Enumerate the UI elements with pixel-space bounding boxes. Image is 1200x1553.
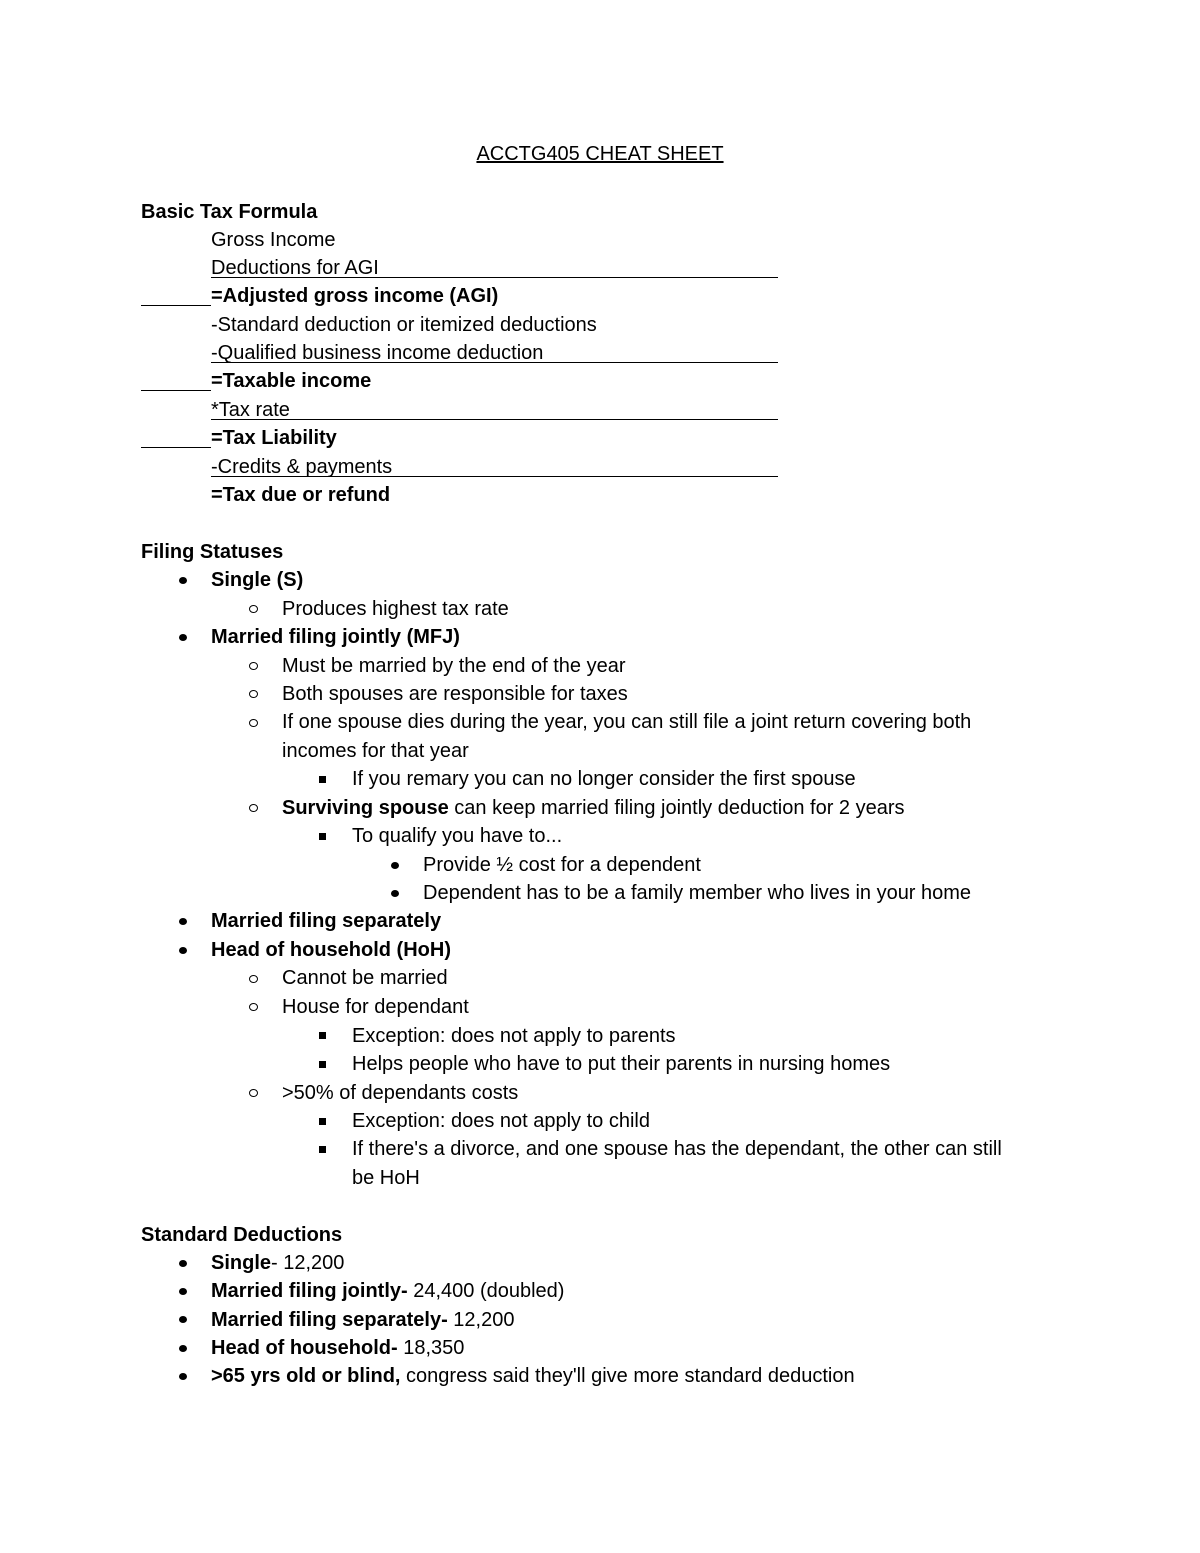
bullet-dot-icon	[179, 1316, 187, 1323]
filing-hoh-3-2-cont: be HoH	[352, 1167, 420, 1189]
bullet-dot-icon	[179, 1345, 187, 1352]
filing-hoh: Head of household (HoH)	[211, 939, 451, 961]
section-heading-formula: Basic Tax Formula	[141, 201, 318, 223]
bullet-square-icon	[319, 1061, 326, 1068]
filing-mfj: Married filing jointly (MFJ)	[211, 626, 460, 648]
bullet-dot-icon	[179, 918, 187, 925]
filing-mfs: Married filing separately	[211, 910, 442, 932]
bullet-square-icon	[319, 776, 326, 783]
standard-hoh-label: Head of household-	[211, 1337, 398, 1359]
bullet-circle-icon	[249, 1089, 258, 1097]
bullet-square-icon	[319, 1032, 326, 1039]
filing-qualify: To qualify you have to...	[352, 825, 563, 847]
formula-gross-income: Gross Income	[211, 229, 336, 251]
bullet-dot-icon	[391, 862, 399, 869]
bullet-square-icon	[319, 1118, 326, 1125]
section-heading-filing: Filing Statuses	[141, 541, 284, 563]
filing-qualify-2: Dependent has to be a family member who lives in your home	[423, 882, 972, 904]
formula-underline	[211, 419, 778, 420]
filing-hoh-1: Cannot be married	[282, 967, 448, 989]
bullet-circle-icon	[249, 975, 258, 983]
surviving-spouse-label: Surviving spouse	[282, 797, 449, 819]
formula-qbi-deduction: -Qualified business income deduction	[211, 342, 544, 364]
standard-blind-label: >65 yrs old or blind,	[211, 1365, 401, 1387]
filing-single: Single (S)	[211, 569, 304, 591]
formula-underline	[211, 476, 778, 477]
formula-agi: =Adjusted gross income (AGI)	[211, 285, 499, 307]
filing-hoh-2-1: Exception: does not apply to parents	[352, 1025, 676, 1047]
bullet-square-icon	[319, 1146, 326, 1153]
bullet-dot-icon	[179, 634, 187, 641]
formula-deductions-for-agi: Deductions for AGI	[211, 257, 379, 279]
standard-mfs-value: 12,200	[447, 1309, 515, 1331]
standard-single-value: - 12,200	[271, 1252, 345, 1274]
surviving-spouse-text: can keep married filing jointly deduction for 2 years	[448, 797, 905, 819]
bullet-dot-icon	[179, 577, 187, 584]
bullet-circle-icon	[249, 719, 258, 727]
filing-surviving-spouse	[282, 794, 905, 822]
formula-underline	[141, 390, 211, 391]
filing-qualify-1: Provide ½ cost for a dependent	[423, 854, 701, 876]
formula-underline	[141, 305, 211, 306]
filing-mfj-note-3-cont: incomes for that year	[282, 740, 469, 762]
bullet-dot-icon	[179, 1288, 187, 1295]
formula-taxable-income: =Taxable income	[211, 370, 372, 392]
standard-single-label: Single	[211, 1252, 272, 1274]
filing-hoh-3-1: Exception: does not apply to child	[352, 1110, 650, 1132]
standard-mfj	[211, 1277, 564, 1305]
formula-underline	[211, 362, 778, 363]
formula-tax-liability: =Tax Liability	[211, 427, 337, 449]
standard-single	[211, 1249, 344, 1277]
bullet-circle-icon	[249, 1003, 258, 1011]
standard-hoh-value: 18,350	[397, 1337, 465, 1359]
formula-standard-deduction: -Standard deduction or itemized deductions	[211, 314, 597, 336]
bullet-dot-icon	[391, 890, 399, 897]
filing-mfj-remarry: If you remary you can no longer consider the first spouse	[352, 768, 856, 790]
formula-credits: -Credits & payments	[211, 456, 393, 478]
filing-hoh-2: House for dependant	[282, 996, 469, 1018]
standard-blind-value: congress said they'll give more standard deduction	[400, 1365, 855, 1387]
bullet-circle-icon	[249, 662, 258, 670]
page-title: ACCTG405 CHEAT SHEET	[476, 143, 724, 165]
formula-tax-due: =Tax due or refund	[211, 484, 391, 506]
bullet-dot-icon	[179, 947, 187, 954]
formula-underline	[141, 447, 211, 448]
standard-mfj-label: Married filing jointly-	[211, 1280, 408, 1302]
bullet-circle-icon	[249, 804, 258, 812]
bullet-circle-icon	[249, 605, 258, 613]
bullet-dot-icon	[179, 1373, 187, 1380]
section-heading-standard: Standard Deductions	[141, 1224, 343, 1246]
filing-single-note: Produces highest tax rate	[282, 598, 509, 620]
bullet-dot-icon	[179, 1260, 187, 1267]
filing-mfj-note-2: Both spouses are responsible for taxes	[282, 683, 628, 705]
standard-mfj-value: 24,400 (doubled)	[407, 1280, 565, 1302]
bullet-circle-icon	[249, 690, 258, 698]
filing-hoh-3-2: If there's a divorce, and one spouse has the dependant, the other can still	[352, 1138, 1002, 1160]
standard-hoh	[211, 1334, 464, 1362]
formula-tax-rate: *Tax rate	[211, 399, 290, 421]
standard-blind	[211, 1362, 855, 1390]
filing-mfj-note-1: Must be married by the end of the year	[282, 655, 626, 677]
filing-mfj-note-3: If one spouse dies during the year, you can still file a joint return covering both	[282, 711, 972, 733]
standard-mfs-label: Married filing separately-	[211, 1309, 448, 1331]
bullet-square-icon	[319, 833, 326, 840]
filing-hoh-2-2: Helps people who have to put their parents in nursing homes	[352, 1053, 891, 1075]
formula-underline	[211, 277, 778, 278]
standard-mfs	[211, 1306, 514, 1334]
filing-hoh-3: >50% of dependants costs	[282, 1082, 519, 1104]
